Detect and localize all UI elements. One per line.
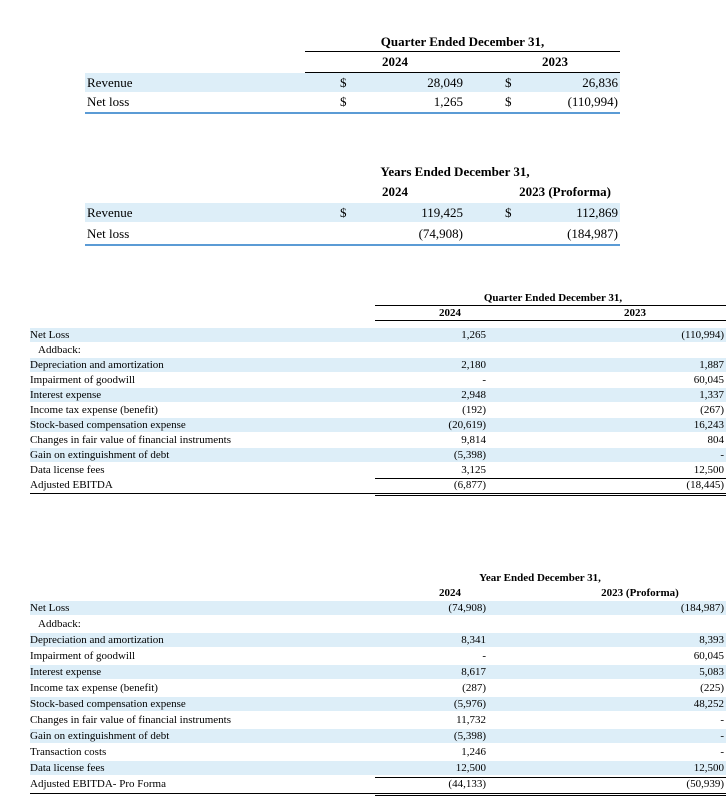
row-label: Impairment of goodwill (30, 374, 136, 386)
value-2023: (184,987) (567, 226, 618, 241)
row-label: Impairment of goodwill (30, 650, 136, 662)
col-header-2: 2023 (Proforma) (519, 184, 611, 199)
col-header-1: 2024 (439, 587, 461, 599)
value-2023: - (720, 714, 724, 726)
value-2023: (184,987) (680, 602, 724, 614)
value-2023: (225) (700, 682, 724, 694)
row-label: Changes in fair value of financial instruments (30, 434, 231, 446)
value-2023: (18,445) (686, 479, 724, 491)
value-2023: 60,045 (693, 374, 724, 386)
value-2024: (287) (462, 682, 486, 694)
value-2024: (74,908) (418, 226, 463, 241)
value-2024: 2,180 (461, 359, 486, 371)
currency-symbol: $ (505, 205, 512, 220)
row-label: Data license fees (30, 762, 105, 774)
value-2023: - (720, 746, 724, 758)
col-header-1: 2024 (439, 307, 461, 319)
row-label: Depreciation and amortization (30, 359, 164, 371)
col-header-2: 2023 (542, 54, 568, 69)
value-2024: (20,619) (448, 419, 486, 431)
row-label: Interest expense (30, 666, 102, 678)
value-2024: 1,265 (433, 94, 463, 109)
table-row (85, 73, 620, 92)
table-row (30, 777, 726, 791)
value-2024: 28,049 (427, 75, 463, 90)
currency-symbol: $ (340, 94, 347, 109)
value-2023: 12,500 (693, 464, 724, 476)
value-2023: (110,994) (681, 329, 724, 341)
table-row (30, 681, 726, 695)
table-row (30, 433, 726, 447)
value-2023: 26,836 (582, 75, 618, 90)
value-2024: 2,948 (461, 389, 486, 401)
value-2023: 804 (707, 434, 724, 446)
table-row (30, 418, 726, 432)
row-label: Income tax expense (benefit) (30, 404, 158, 416)
row-label: Income tax expense (benefit) (30, 682, 158, 694)
value-2024: 3,125 (461, 464, 486, 476)
table-title: Year Ended December 31, (479, 572, 601, 584)
value-2024: (5,398) (453, 730, 486, 742)
table-row (30, 729, 726, 743)
row-label: Net Loss (30, 602, 70, 614)
value-2023: (50,939) (686, 778, 724, 790)
row-label: Interest expense (30, 389, 102, 401)
table-row (30, 358, 726, 372)
value-2023: (267) (700, 404, 724, 416)
value-2023: 8,393 (699, 634, 724, 646)
table-row (30, 745, 726, 759)
value-2024: 12,500 (455, 762, 486, 774)
row-label: Addback: (38, 344, 81, 356)
value-2024: 11,732 (456, 714, 486, 726)
row-label: Transaction costs (30, 746, 107, 758)
value-2024: (6,877) (453, 479, 486, 491)
row-label: Stock-based compensation expense (30, 419, 186, 431)
value-2023: 16,243 (693, 419, 724, 431)
currency-symbol: $ (340, 205, 347, 220)
value-2024: 1,265 (461, 329, 486, 341)
table-row (30, 633, 726, 647)
value-2024: - (482, 650, 486, 662)
table-row (30, 478, 726, 492)
table-row (85, 203, 620, 222)
table-row (30, 697, 726, 711)
table-row (30, 761, 726, 775)
col-header-1: 2024 (382, 184, 408, 199)
value-2024: 1,246 (461, 746, 486, 758)
value-2024: - (482, 374, 486, 386)
value-2023: 1,887 (699, 359, 724, 371)
bottom-rule (85, 244, 620, 246)
value-2023: 1,337 (699, 389, 724, 401)
currency-symbol: $ (505, 94, 512, 109)
value-2024: (44,133) (448, 778, 486, 790)
table-row (30, 388, 726, 402)
value-2023: 5,083 (699, 666, 724, 678)
col-header-2: 2023 (Proforma) (601, 587, 679, 599)
col-header-1: 2024 (382, 54, 408, 69)
table-row (30, 328, 726, 342)
currency-symbol: $ (505, 75, 512, 90)
value-2024: (74,908) (448, 602, 486, 614)
row-label: Addback: (38, 618, 81, 630)
table-row (30, 448, 726, 462)
bottom-rule (30, 793, 726, 794)
bottom-rule (85, 112, 620, 114)
table-row (30, 373, 726, 387)
currency-symbol: $ (340, 75, 347, 90)
table-title: Quarter Ended December 31, (483, 292, 623, 304)
value-2023: 60,045 (693, 650, 724, 662)
row-label: Gain on extinguishment of debt (30, 449, 170, 461)
total-rule (375, 777, 726, 778)
value-2024: 8,617 (461, 666, 486, 678)
value-2024: 119,425 (421, 205, 463, 220)
table-row (85, 92, 620, 111)
table-row (30, 463, 726, 477)
row-label: Changes in fair value of financial instruments (30, 714, 231, 726)
total-rule (375, 478, 726, 479)
header-underline (375, 320, 726, 321)
row-label: Depreciation and amortization (30, 634, 164, 646)
row-label: Adjusted EBITDA (30, 479, 113, 491)
value-2024: 8,341 (461, 634, 486, 646)
table-row (30, 665, 726, 679)
row-label: Revenue (87, 205, 133, 220)
value-2023: 12,500 (693, 762, 724, 774)
value-2023: 112,869 (576, 205, 618, 220)
row-label: Net loss (87, 226, 130, 241)
value-2023: 48,252 (693, 698, 724, 710)
row-label: Net loss (87, 94, 130, 109)
double-rule (375, 795, 726, 796)
row-label: Stock-based compensation expense (30, 698, 186, 710)
row-label: Net Loss (30, 329, 70, 341)
row-label: Data license fees (30, 464, 105, 476)
table-row (30, 601, 726, 615)
table-row (85, 224, 620, 243)
table-row (30, 403, 726, 417)
row-label: Gain on extinguishment of debt (30, 730, 170, 742)
table-row (30, 617, 726, 631)
bottom-rule (30, 493, 726, 494)
row-label: Revenue (87, 75, 133, 90)
table-title: Quarter Ended December 31, (380, 34, 545, 49)
value-2024: (5,976) (453, 698, 486, 710)
value-2023: (110,994) (567, 94, 618, 109)
value-2023: - (720, 730, 724, 742)
table-title: Years Ended December 31, (380, 164, 530, 179)
table-row (30, 649, 726, 663)
value-2023: - (720, 449, 724, 461)
table-row (30, 343, 726, 357)
table-row (30, 713, 726, 727)
value-2024: (192) (462, 404, 486, 416)
col-header-2: 2023 (624, 307, 646, 319)
double-rule (375, 495, 726, 496)
value-2024: 9,814 (461, 434, 486, 446)
row-label: Adjusted EBITDA- Pro Forma (30, 778, 166, 790)
value-2024: (5,398) (453, 449, 486, 461)
